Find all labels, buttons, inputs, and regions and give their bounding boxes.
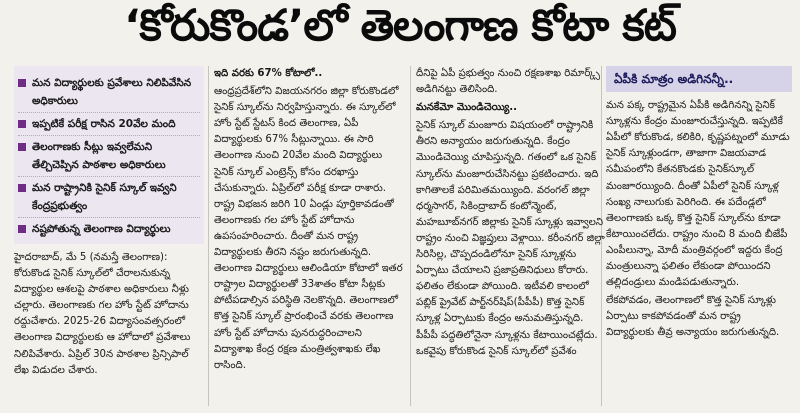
highlights-box <box>14 66 204 244</box>
subheading: మనకేమో మొండిచెయ్యి.. <box>416 102 517 114</box>
bullet-square-icon <box>18 225 26 233</box>
bullet-square-icon <box>18 120 26 128</box>
bullet-square-icon <box>18 143 26 151</box>
article-paragraph: లేకపోవడం, తెలంగాణలో కొత్త సైనిక్ స్కూళ్లు ఏర్పాటు కాకపోవడంతో మన రాష్ట్ర విద్యార్థులకు తీవ్ర అన్యాయం జరుగుతున్నది. <box>606 295 780 339</box>
highlight-text: తెలంగాణకు సీట్లు ఇవ్వలేమని తేల్చిచెప్పిన పాఠశాల అధికారులు <box>32 141 166 171</box>
column-divider <box>410 66 411 406</box>
column-divider <box>208 66 209 406</box>
article-paragraph: సైనిక్ స్కూల్ మంజూరు విషయంలో రాష్ట్రానికి తీరని అన్యాయం జరుగుతున్నది. కేంద్రం మొండిచెయ్యి చూపిస్తున్నది. గతంలో ఒక సైనిక్ స్కూల్‌ను మంజూరుచేసినట్టు ప్రకటించారు. ఇది కాగితాలకే పరిమితమయ్యింది. వరంగల్ జిల్లా ధర్మసాగర్, సికింద్రాబాద్ కంటోన్మెంట్, మహబూబ్‌నగర్ జిల్లాకు సైనిక్ స్కూళ్లు ఇవ్వాలని రాష్ట్రం నుంచి విజ్ఞప్తులు వెళ్లాయి. కరీంనగర్ జిల్లా సిరిసిల్ల, చొప్పదండిలోనూ సైనిక్ స్కూళ్లను ఏర్పాటు చేయాలని ప్రజాప్రతినిధులు కోరారు. ఫలితం లేకుండా పోయింది. ఇటీవలి కాలంలో పబ్లిక్ ప్రైవేట్ పార్ట్‌నర్‌షిప్(పీపీపీ) కొత్త సైనిక్ స్కూళ్ల ఏర్పాటుకు కేంద్రం అనుమతిస్తున్నది. పీపీపీ పద్ధతిలోనైనా స్కూళ్లను కేటాయించట్లేదు. ఒకవైపు కోరుకొండ సైనిక్ స్కూల్‌లో ప్రవేశం <box>416 120 605 357</box>
highlight-text: మన రాష్ట్రానికి సైనిక్ స్కూల్ ఇవ్వని కేంద్రప్రభుత్వం <box>32 182 177 212</box>
highlight-text: నష్టపోతున్న తెలంగాణ విద్యార్థులు <box>32 223 171 235</box>
article-paragraph: మన పక్క రాష్ట్రమైన ఏపీకి అడిగినన్ని సైనిక్ స్కూళ్లను కేంద్రం మంజూరుచేస్తున్నది. ఇప్పటికే ఏపీలో కోరుకొండ, కలికిరి, కృష్ణపట్నంలో మూడు సైనిక్ స్కూళ్లుండగా, తాజాగా విజయవాడ సమీపంలోని కేతనకొండకు సైనిక్‌స్కూల్ మంజూరయ్యింది. దీంతో ఏపీలో సైనిక్ స్కూళ్ల సంఖ్య నాలుగుకు పెరిగింది. ఈ పదేండ్లలో తెలంగాణకు ఒక్క కొత్త సైనిక్ స్కూల్‌ను కూడా కేటాయించలేదు. రాష్ట్రం నుంచి 8 మంది బీజేపీ ఎంపీలున్నా, మోదీ మంత్రివర్గంలో ఇద్దరు కేంద్ర మంత్రులున్నా ఫలితం లేకుండా పోయిందని తల్లిదండ్రులు మండిపడుతున్నారు. <box>606 100 790 289</box>
column-1 <box>14 66 204 381</box>
article-paragraph: హైదరాబాద్, మే 5 (నమస్తే తెలంగాణ): కోరుకొండ సైనిక్ స్కూల్‌లో చేరాలనుకున్న విద్యార్థుల ఆశలపై పాఠశాల అధికారులు నీళ్లు చల్లారు. తెలంగాణకు గల హోం స్టేట్ హోదాను రద్దుచేశారు. 2025-26 విద్యాసంవత్సరంలో తెలంగాణ విద్యార్థులకు ఆ హోదాలో ప్రవేశాలు నిలిపివేశారు. ఏప్రిల్ 30న పాఠశాల ప్రిన్సిపాల్ లేఖ విడుదల చేశారు. <box>14 252 191 376</box>
column-2 <box>214 66 404 376</box>
subheading: ఇది వరకు 67% కోటాలో.. <box>214 68 323 79</box>
highlight-text: ఇప్పటికే పరీక్ష రాసిన 20వేల మంది <box>32 118 176 130</box>
article-paragraph: దీనిపై ఏపీ ప్రభుత్వం నుంచి రక్షణశాఖ రిమార్క్స్ అడిగినట్టు తెలిసింది. <box>416 68 601 96</box>
headline: ‘కోరుకొండ’లో తెలంగాణ కోటా కట్ <box>124 1 676 51</box>
article-paragraph: ఆంధ్రప్రదేశ్‌లోని విజయనగరం జిల్లా కోరుకొండలో సైనిక్ స్కూల్‌ను నిర్వహిస్తున్నారు. ఈ స్కూల్‌లో హోం స్టేట్ స్టేటస్ కింద తెలంగాణ, ఏపీ విద్యార్థులకు 67% సీట్లున్నాయి. ఈ సారి తెలంగాణ నుంచి 20వేల మంది విద్యార్థులు సైనిక్ స్కూల్ ఎంట్రెన్స్ కోసం దరఖాస్తు చేసుకున్నారు. ఏప్రిల్‌లో పరీక్ష కూడా రాశారు. రాష్ట్ర విభజన జరిగి 10 ఏండ్లు పూర్తికావడంతో తెలంగాణకు గల హోం స్టేట్ హోదాను ఉపసంహరించారు. దీంతో మన రాష్ట్ర విద్యార్థులకు తీరని నష్టం జరుగుతున్నది. తెలంగాణ విద్యార్థులు ఆలిండియా కోటాలో ఇతర రాష్ట్రాల విద్యార్థులతో 33శాతం కోటా సీట్లకు పోటీపడాల్సిన పరిస్థితి నెలకొన్నది. తెలంగాణలో కొత్త సైనిక్ స్కూల్ ప్రారంభించే వరకు తెలంగాణ హోం స్టేట్ హోదాను పునరుద్ధరించాలని విద్యాశాఖ కేంద్ర రక్షణ మంత్రిత్వశాఖకు లేఖ రాసింది. <box>214 86 403 371</box>
bullet-square-icon <box>18 79 26 87</box>
highlight-item <box>18 136 200 177</box>
highlight-text: మన విద్యార్థులకు ప్రవేశాలు నిలిపివేసిన అధికారులు <box>32 77 192 107</box>
highlight-item <box>18 177 200 218</box>
column-4 <box>606 66 792 344</box>
bullet-square-icon <box>18 184 26 192</box>
highlight-item <box>18 72 200 113</box>
subheading-box: ఏపీకి మాత్రం అడిగినన్నీ.. <box>606 66 792 92</box>
highlight-item <box>18 218 200 240</box>
column-3 <box>416 66 608 362</box>
highlight-item <box>18 113 200 136</box>
